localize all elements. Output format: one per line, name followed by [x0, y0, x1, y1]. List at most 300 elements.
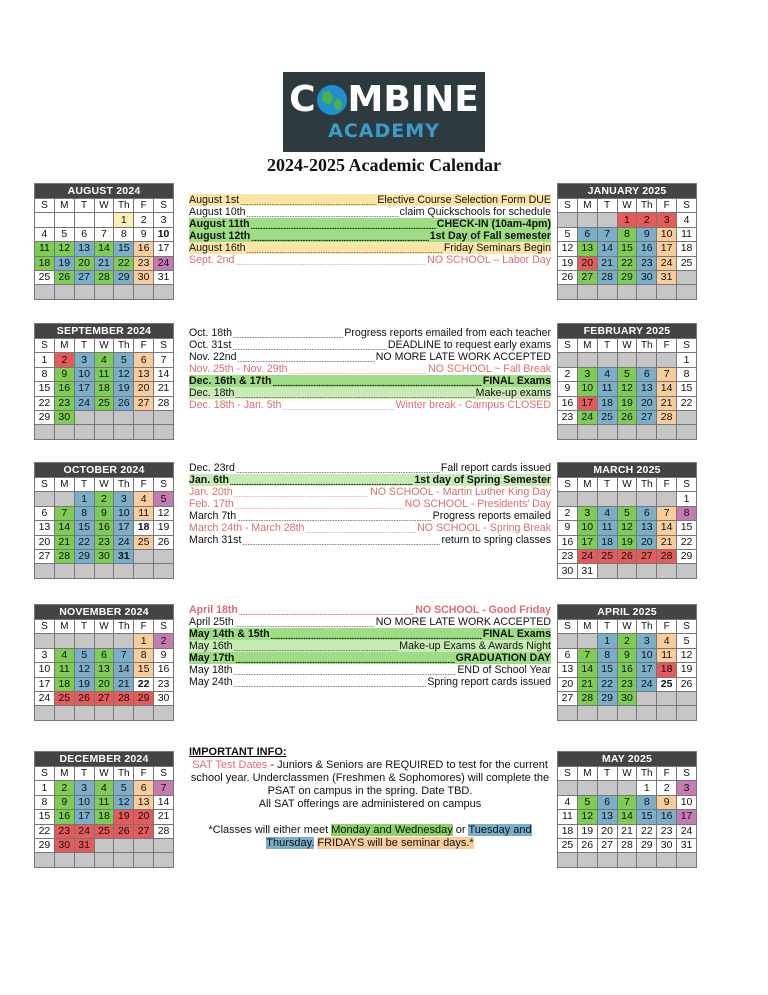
- empty-cell: [637, 353, 657, 367]
- weekday-header: W: [94, 478, 114, 492]
- empty-cell: [637, 691, 657, 705]
- weekday-header: F: [134, 199, 154, 213]
- important-info: [189, 746, 551, 850]
- day-cell: 21: [154, 810, 174, 824]
- day-cell: 5: [558, 227, 578, 241]
- day-cell: 16: [558, 535, 578, 549]
- calendar-feb: [557, 323, 697, 440]
- event-description: NO SCHOOL - Presidents’ Day: [404, 498, 551, 510]
- event-row: [189, 498, 551, 510]
- day-cell: 30: [154, 691, 174, 705]
- weekday-header: T: [74, 620, 94, 634]
- event-date: May 18th: [189, 664, 233, 676]
- day-cell: 27: [74, 270, 94, 284]
- empty-cell: [558, 285, 578, 299]
- empty-cell: [577, 634, 597, 648]
- empty-cell: [637, 492, 657, 506]
- day-cell: 28: [657, 549, 677, 563]
- day-cell: 7: [54, 506, 74, 520]
- empty-cell: [35, 706, 55, 720]
- weekday-header: Th: [114, 478, 134, 492]
- empty-cell: [577, 706, 597, 720]
- event-row: [189, 664, 551, 676]
- empty-cell: [597, 425, 617, 439]
- day-cell: 5: [54, 227, 74, 241]
- day-cell: 22: [617, 256, 637, 270]
- empty-cell: [677, 410, 697, 424]
- day-cell: 9: [94, 506, 114, 520]
- day-cell: 26: [114, 396, 134, 410]
- event-row: [189, 652, 551, 664]
- event-row: [189, 486, 551, 498]
- day-cell: 7: [577, 648, 597, 662]
- day-cell: 29: [677, 549, 697, 563]
- empty-cell: [597, 285, 617, 299]
- empty-cell: [637, 285, 657, 299]
- empty-cell: [74, 706, 94, 720]
- weekday-header: F: [134, 339, 154, 353]
- weekday-header: T: [597, 339, 617, 353]
- empty-cell: [637, 706, 657, 720]
- day-cell: 10: [577, 521, 597, 535]
- month-name: APRIL 2025: [558, 605, 697, 620]
- empty-cell: [657, 492, 677, 506]
- weekday-header: T: [74, 199, 94, 213]
- day-cell: 12: [114, 795, 134, 809]
- day-cell: 4: [597, 367, 617, 381]
- day-cell: 3: [35, 648, 55, 662]
- day-cell: 11: [134, 506, 154, 520]
- day-cell: 31: [154, 270, 174, 284]
- event-description: END of School Year: [457, 664, 551, 676]
- day-cell: 24: [657, 256, 677, 270]
- dot-leader: [251, 220, 436, 230]
- day-cell: 23: [617, 677, 637, 691]
- empty-cell: [657, 691, 677, 705]
- day-cell: 24: [35, 691, 55, 705]
- day-cell: 11: [558, 810, 578, 824]
- dot-leader: [230, 476, 413, 486]
- day-cell: 4: [657, 634, 677, 648]
- day-cell: 21: [657, 535, 677, 549]
- day-cell: 17: [577, 396, 597, 410]
- day-cell: 23: [54, 396, 74, 410]
- day-cell: 14: [154, 367, 174, 381]
- event-description: NO SCHOOL – Labor Day: [427, 254, 551, 266]
- event-group-grp2: [189, 327, 551, 411]
- dot-leader: [238, 353, 375, 363]
- day-cell: 30: [617, 691, 637, 705]
- day-cell: 28: [154, 824, 174, 838]
- day-cell: 3: [154, 213, 174, 227]
- event-date: Dec. 18th - Jan. 5th: [189, 399, 282, 411]
- empty-cell: [54, 706, 74, 720]
- day-cell: 7: [657, 506, 677, 520]
- day-cell: 6: [637, 506, 657, 520]
- empty-cell: [134, 549, 154, 563]
- day-cell: 25: [558, 838, 578, 852]
- event-row: [189, 254, 551, 266]
- dot-leader: [235, 500, 404, 510]
- event-date: August 11th: [189, 218, 250, 230]
- day-cell: 8: [637, 795, 657, 809]
- empty-cell: [597, 492, 617, 506]
- empty-cell: [558, 353, 578, 367]
- day-cell: 1: [597, 634, 617, 648]
- empty-cell: [74, 853, 94, 867]
- weekday-header: S: [35, 339, 55, 353]
- event-description: CHECK-IN (10am-4pm): [436, 218, 551, 230]
- day-cell: 6: [637, 367, 657, 381]
- day-cell: 4: [597, 506, 617, 520]
- day-cell: 10: [637, 648, 657, 662]
- day-cell: 24: [74, 396, 94, 410]
- day-cell: 12: [577, 810, 597, 824]
- weekday-header: S: [154, 620, 174, 634]
- month-name: FEBRUARY 2025: [558, 324, 697, 339]
- day-cell: 29: [74, 549, 94, 563]
- day-cell: 11: [597, 382, 617, 396]
- day-cell: 29: [134, 691, 154, 705]
- day-cell: 23: [558, 549, 578, 563]
- day-cell: 15: [35, 382, 55, 396]
- day-cell: 10: [74, 367, 94, 381]
- day-cell: 11: [677, 227, 697, 241]
- dot-leader: [242, 536, 440, 546]
- event-date: August 12th: [189, 230, 251, 242]
- calendar-sep: [34, 323, 174, 440]
- empty-cell: [657, 706, 677, 720]
- event-date: Sept. 2nd: [189, 254, 235, 266]
- empty-cell: [637, 425, 657, 439]
- day-cell: 18: [94, 382, 114, 396]
- weekday-header: S: [677, 478, 697, 492]
- dot-leader: [282, 401, 394, 411]
- day-cell: 9: [134, 227, 154, 241]
- event-row: [189, 242, 551, 254]
- day-cell: 15: [35, 810, 55, 824]
- day-cell: 2: [154, 634, 174, 648]
- day-cell: 23: [134, 256, 154, 270]
- empty-cell: [74, 425, 94, 439]
- day-cell: 13: [134, 795, 154, 809]
- day-cell: 2: [94, 492, 114, 506]
- day-cell: 18: [94, 810, 114, 824]
- day-cell: 19: [677, 663, 697, 677]
- empty-cell: [54, 564, 74, 578]
- event-row: [189, 510, 551, 522]
- day-cell: 20: [35, 535, 55, 549]
- empty-cell: [154, 285, 174, 299]
- empty-cell: [74, 564, 94, 578]
- empty-cell: [617, 853, 637, 867]
- day-cell: 7: [154, 781, 174, 795]
- weekday-header: Th: [114, 620, 134, 634]
- day-cell: 24: [154, 256, 174, 270]
- day-cell: 22: [35, 396, 55, 410]
- day-cell: 26: [54, 270, 74, 284]
- empty-cell: [54, 853, 74, 867]
- day-cell: 19: [74, 677, 94, 691]
- empty-cell: [114, 634, 134, 648]
- day-cell: 8: [35, 367, 55, 381]
- logo-subtitle: ACADEMY: [328, 120, 440, 142]
- combine-academy-logo: [283, 72, 485, 152]
- day-cell: 30: [134, 270, 154, 284]
- weekday-header: M: [54, 767, 74, 781]
- day-cell: 16: [558, 396, 578, 410]
- day-cell: 10: [577, 382, 597, 396]
- dot-leader: [251, 232, 428, 242]
- empty-cell: [134, 706, 154, 720]
- class-schedule-note: [189, 824, 551, 850]
- event-row: [189, 534, 551, 546]
- event-date: August 10th: [189, 206, 246, 218]
- empty-cell: [114, 853, 134, 867]
- empty-cell: [597, 353, 617, 367]
- day-cell: 15: [597, 663, 617, 677]
- day-cell: 9: [154, 648, 174, 662]
- day-cell: 1: [134, 634, 154, 648]
- day-cell: 8: [114, 227, 134, 241]
- day-cell: 18: [558, 824, 578, 838]
- day-cell: 13: [637, 521, 657, 535]
- day-cell: 13: [577, 242, 597, 256]
- day-cell: 27: [637, 549, 657, 563]
- empty-cell: [577, 285, 597, 299]
- empty-cell: [54, 425, 74, 439]
- friday-highlight: FRIDAYS will be seminar days.*: [317, 837, 474, 849]
- day-cell: 28: [114, 691, 134, 705]
- month-name: SEPTEMBER 2024: [35, 324, 174, 339]
- day-cell: 13: [134, 367, 154, 381]
- weekday-header: T: [74, 767, 94, 781]
- empty-cell: [74, 410, 94, 424]
- empty-cell: [94, 634, 114, 648]
- empty-cell: [617, 353, 637, 367]
- day-cell: 19: [54, 256, 74, 270]
- day-cell: 24: [114, 535, 134, 549]
- day-cell: 5: [114, 353, 134, 367]
- calendar-oct: [34, 462, 174, 579]
- day-cell: 30: [54, 410, 74, 424]
- month-name: AUGUST 2024: [35, 184, 174, 199]
- empty-cell: [597, 213, 617, 227]
- empty-cell: [657, 853, 677, 867]
- empty-cell: [577, 781, 597, 795]
- event-description: Friday Seminars Begin: [443, 242, 551, 254]
- day-cell: 5: [114, 781, 134, 795]
- weekday-header: S: [558, 767, 578, 781]
- empty-cell: [94, 838, 114, 852]
- event-date: May 14th & 15th: [189, 628, 270, 640]
- day-cell: 28: [577, 691, 597, 705]
- day-cell: 17: [114, 521, 134, 535]
- day-cell: 4: [54, 648, 74, 662]
- day-cell: 19: [154, 521, 174, 535]
- day-cell: 25: [657, 677, 677, 691]
- empty-cell: [677, 853, 697, 867]
- day-cell: 23: [558, 410, 578, 424]
- day-cell: 11: [94, 795, 114, 809]
- day-cell: 24: [577, 410, 597, 424]
- day-cell: 15: [134, 663, 154, 677]
- empty-cell: [597, 706, 617, 720]
- day-cell: 17: [677, 810, 697, 824]
- day-cell: 23: [94, 535, 114, 549]
- tuesday-thursday-highlight: Tuesday and Thursday.: [266, 824, 532, 849]
- day-cell: 18: [657, 663, 677, 677]
- event-description: Make-up exams: [475, 387, 551, 399]
- event-row: [189, 351, 551, 363]
- weekday-header: S: [35, 620, 55, 634]
- weekday-header: M: [54, 620, 74, 634]
- day-cell: 8: [74, 506, 94, 520]
- day-cell: 17: [74, 382, 94, 396]
- day-cell: 9: [54, 795, 74, 809]
- weekday-header: T: [74, 339, 94, 353]
- weekday-header: F: [134, 767, 154, 781]
- empty-cell: [35, 492, 55, 506]
- dot-leader: [239, 606, 414, 616]
- day-cell: 25: [94, 824, 114, 838]
- empty-cell: [577, 492, 597, 506]
- day-cell: 13: [597, 810, 617, 824]
- day-cell: 20: [637, 396, 657, 410]
- day-cell: 21: [114, 677, 134, 691]
- dot-leader: [235, 256, 426, 266]
- event-description: NO SCHOOL - Spring Break: [417, 522, 551, 534]
- day-cell: 3: [114, 492, 134, 506]
- weekday-header: Th: [637, 478, 657, 492]
- calendar-nov: [34, 604, 174, 721]
- day-cell: 3: [74, 781, 94, 795]
- weekday-header: W: [94, 767, 114, 781]
- day-cell: 15: [114, 242, 134, 256]
- day-cell: 4: [94, 781, 114, 795]
- day-cell: 28: [94, 270, 114, 284]
- day-cell: 16: [54, 382, 74, 396]
- weekday-header: S: [35, 478, 55, 492]
- day-cell: 26: [577, 838, 597, 852]
- weekday-header: S: [677, 199, 697, 213]
- day-cell: 28: [617, 838, 637, 852]
- empty-cell: [617, 706, 637, 720]
- day-cell: 4: [558, 795, 578, 809]
- day-cell: 30: [637, 270, 657, 284]
- day-cell: 4: [677, 213, 697, 227]
- empty-cell: [134, 410, 154, 424]
- weekday-header: Th: [637, 767, 657, 781]
- day-cell: 2: [558, 506, 578, 520]
- empty-cell: [657, 353, 677, 367]
- day-cell: 19: [558, 256, 578, 270]
- day-cell: 28: [597, 270, 617, 284]
- day-cell: 3: [577, 506, 597, 520]
- sat-label: SAT Test Dates: [192, 759, 268, 771]
- event-group-grp3: [189, 462, 551, 546]
- day-cell: 6: [134, 781, 154, 795]
- empty-cell: [74, 285, 94, 299]
- event-date: Nov. 25th - Nov. 29th: [189, 363, 288, 375]
- day-cell: 12: [154, 506, 174, 520]
- event-description: Elective Course Selection Form DUE: [377, 194, 551, 206]
- event-group-grp1: [189, 194, 551, 266]
- empty-cell: [114, 838, 134, 852]
- event-description: claim Quickschools for schedule: [399, 206, 551, 218]
- day-cell: 6: [597, 795, 617, 809]
- sat-text: - Juniors & Seniors are REQUIRED to test for the current school year. Underclassmen (Freshmen & Sophomores) will complete the PSAT on campus in the spring. Date TBD.: [190, 759, 550, 797]
- day-cell: 21: [94, 256, 114, 270]
- day-cell: 7: [597, 227, 617, 241]
- day-cell: 3: [677, 781, 697, 795]
- day-cell: 13: [74, 242, 94, 256]
- weekday-header: M: [54, 478, 74, 492]
- event-date: Jan. 20th: [189, 486, 233, 498]
- weekday-header: Th: [637, 339, 657, 353]
- day-cell: 15: [617, 242, 637, 256]
- day-cell: 13: [637, 382, 657, 396]
- day-cell: 29: [35, 838, 55, 852]
- day-cell: 10: [35, 663, 55, 677]
- event-date: Feb. 17th: [189, 498, 234, 510]
- day-cell: 11: [94, 367, 114, 381]
- weekday-header: Th: [637, 620, 657, 634]
- day-cell: 6: [134, 353, 154, 367]
- day-cell: 23: [54, 824, 74, 838]
- day-cell: 30: [94, 549, 114, 563]
- day-cell: 22: [597, 677, 617, 691]
- dot-leader: [305, 524, 416, 534]
- event-description: NO MORE LATE WORK ACCEPTED: [375, 616, 551, 628]
- dot-leader: [234, 642, 399, 652]
- empty-cell: [617, 781, 637, 795]
- weekday-header: W: [617, 199, 637, 213]
- day-cell: 8: [617, 227, 637, 241]
- empty-cell: [597, 853, 617, 867]
- event-row: [189, 387, 551, 399]
- month-name: NOVEMBER 2024: [35, 605, 174, 620]
- day-cell: 11: [657, 648, 677, 662]
- empty-cell: [94, 425, 114, 439]
- day-cell: 26: [558, 270, 578, 284]
- day-cell: 14: [657, 382, 677, 396]
- day-cell: 28: [154, 396, 174, 410]
- empty-cell: [577, 213, 597, 227]
- empty-cell: [558, 706, 578, 720]
- empty-cell: [154, 564, 174, 578]
- day-cell: 29: [597, 691, 617, 705]
- event-date: Dec. 18th: [189, 387, 235, 399]
- day-cell: 28: [54, 549, 74, 563]
- empty-cell: [597, 781, 617, 795]
- month-name: MAY 2025: [558, 752, 697, 767]
- day-cell: 10: [657, 227, 677, 241]
- event-row: [189, 628, 551, 640]
- dot-leader: [234, 666, 457, 676]
- empty-cell: [577, 425, 597, 439]
- day-cell: 25: [134, 535, 154, 549]
- event-description: 1st day of Spring Semester: [414, 474, 551, 486]
- weekday-header: F: [657, 620, 677, 634]
- event-description: 1st Day of Fall semester: [429, 230, 551, 242]
- empty-cell: [154, 410, 174, 424]
- day-cell: 1: [677, 353, 697, 367]
- event-date: Oct. 31st: [189, 339, 232, 351]
- event-date: Dec. 23rd: [189, 462, 235, 474]
- empty-cell: [134, 285, 154, 299]
- empty-cell: [114, 410, 134, 424]
